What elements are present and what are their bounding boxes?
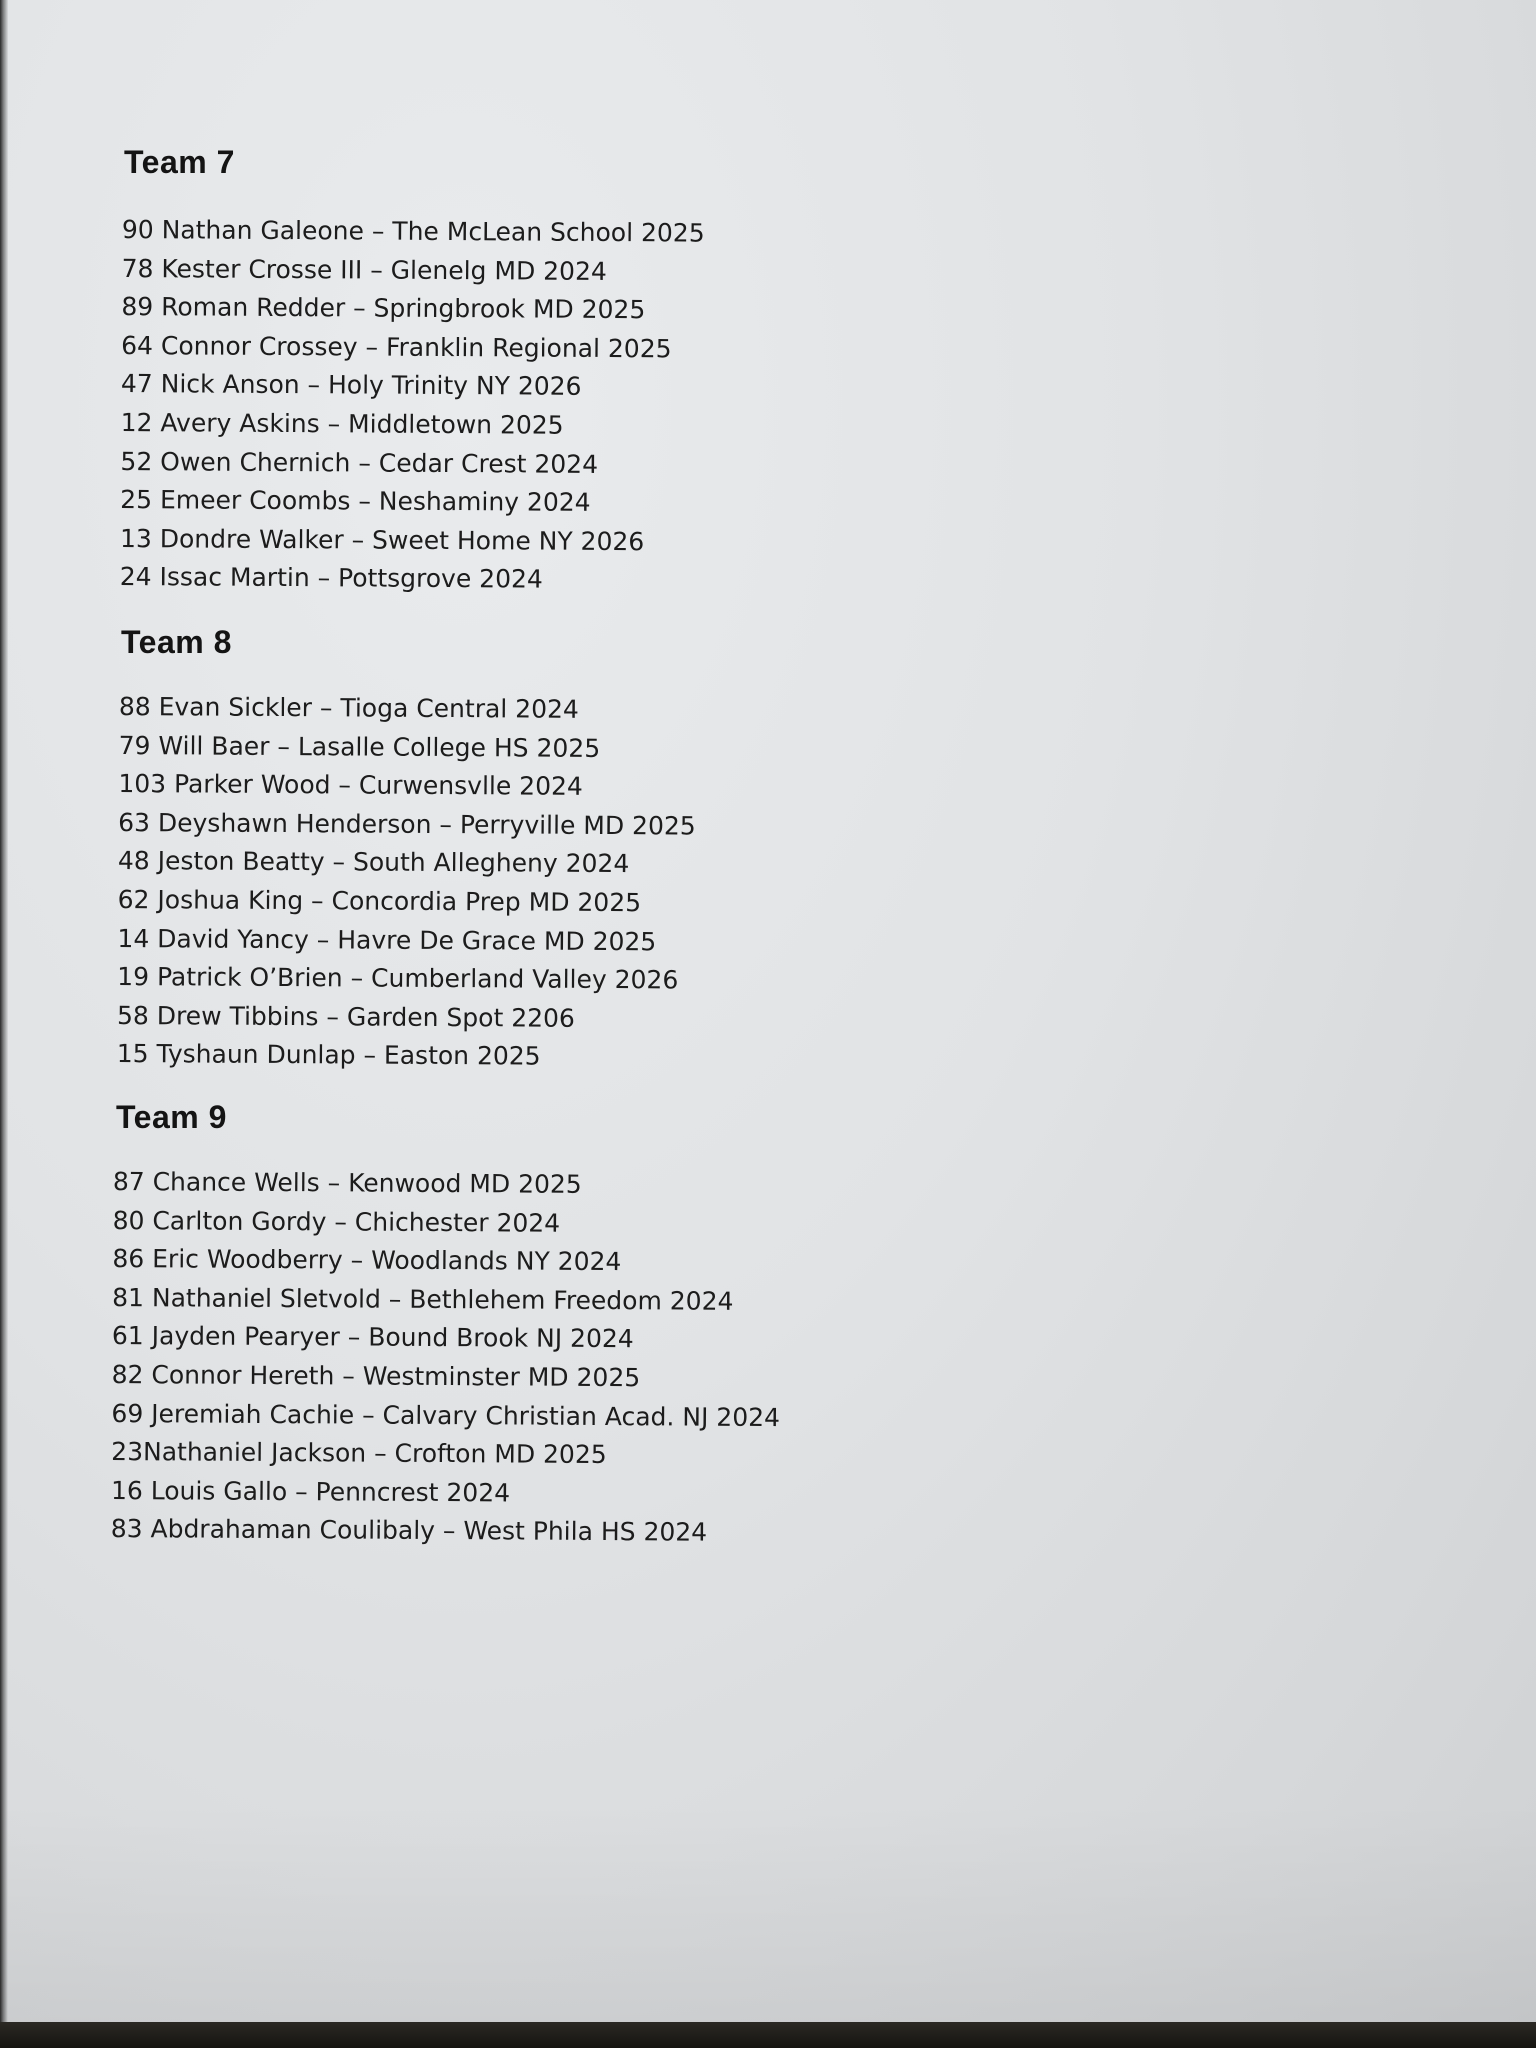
player-entry: 58 Drew Tibbins – Garden Spot 2206 [116,1000,575,1033]
player-entry: 82 Connor Hereth – Westminster MD 2025 [111,1359,641,1393]
player-entry: 25 Emeer Coombs – Neshaminy 2024 [120,485,591,518]
player-entry: 52 Owen Chernich – Cedar Crest 2024 [120,446,599,479]
player-entry: 16 Louis Gallo – Penncrest 2024 [110,1475,511,1508]
team-7-heading: Team 7 [124,144,235,180]
player-entry: 63 Deyshawn Henderson – Perryville MD 2025 [118,807,696,841]
team-8-heading: Team 8 [121,624,232,660]
player-entry: 23Nathaniel Jackson – Crofton MD 2025 [111,1437,607,1470]
team-8-roster [117,688,697,1077]
player-entry: 86 Eric Woodberry – Woodlands NY 2024 [112,1244,622,1277]
player-entry: 12 Avery Askins – Middletown 2025 [120,407,564,440]
player-entry: 83 Abdrahaman Coulibaly – West Phila HS 2024 [110,1514,708,1547]
player-entry: 62 Joshua King – Concordia Prep MD 2025 [117,884,642,918]
player-entry: 88 Evan Sickler – Tioga Central 2024 [118,691,579,724]
team-9-heading: Team 9 [116,1099,227,1135]
player-entry: 47 Nick Anson – Holy Trinity NY 2026 [120,369,582,402]
player-entry: 103 Parker Wood – Curwensvlle 2024 [118,769,583,802]
player-entry: 80 Carlton Gordy – Chichester 2024 [112,1205,561,1238]
player-entry: 13 Dondre Walker – Sweet Home NY 2026 [119,523,645,556]
player-entry: 61 Jayden Pearyer – Bound Brook NJ 2024 [111,1321,634,1354]
team-7-roster [120,211,705,600]
table-surface [0,2022,1536,2048]
player-entry: 79 Will Baer – Lasalle College HS 2025 [118,730,601,763]
player-entry: 90 Nathan Galeone – The McLean School 2025 [121,214,705,248]
player-entry: 19 Patrick O’Brien – Cumberland Valley 2026 [117,962,679,995]
player-entry: 24 Issac Martin – Pottsgrove 2024 [119,562,543,594]
player-entry: 15 Tyshaun Dunlap – Easton 2025 [116,1039,541,1071]
team-9-roster [111,1163,782,1553]
player-entry: 64 Connor Crossey – Franklin Regional 2025 [121,330,672,364]
player-entry: 81 Nathaniel Sletvold – Bethlehem Freedom 2024 [112,1282,734,1316]
player-entry: 14 David Yancy – Havre De Grace MD 2025 [117,923,657,956]
player-entry: 69 Jeremiah Cachie – Calvary Christian Acad. NJ 2024 [111,1398,781,1432]
player-entry: 48 Jeston Beatty – South Allegheny 2024 [117,846,630,879]
player-entry: 87 Chance Wells – Kenwood MD 2025 [112,1166,582,1199]
player-entry: 78 Kester Crosse III – Glenelg MD 2024 [121,253,607,286]
player-entry: 89 Roman Redder – Springbrook MD 2025 [121,292,646,325]
